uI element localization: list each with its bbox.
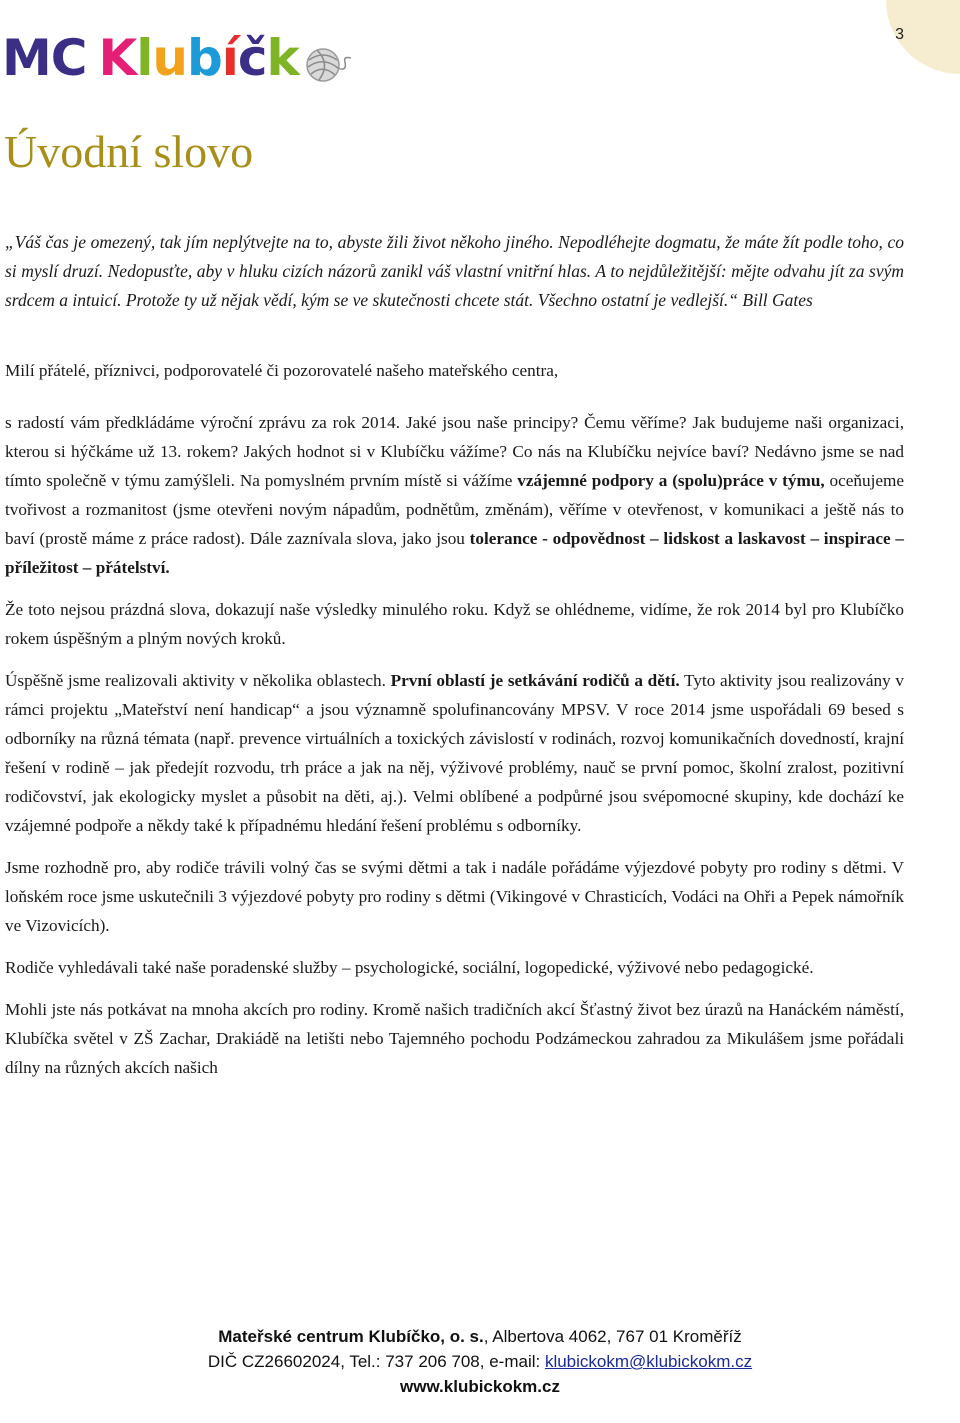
text: s radostí vám předkládáme výroční zprávu za rok 2014. Jaké jsou naše principy? Čemu věříme? Jak budujeme naši organizaci, kterou si hýčkáme už 13. rokem? Jakých hodnot si v Klubíčku vážíme? Co nás na Klubíčku nejvíce baví? Nedávno jsme se nad tímto společně v týmu zamýšleli. Na pomyslném prvním místě si vážíme [5, 413, 904, 490]
paragraph-events: Mohli jste nás potkávat na mnoha akcích pro rodiny. Kromě našich tradičních akcí Šťastný život bez úrazů na Hanáckém náměstí, Klubíčka světel v ZŠ Zachar, Drakiádě na letišti nebo Tajemného pochodu Podzámeckou zahradou za Mikulášem jsme pořádali dílny na různých akcích našich [5, 1000, 904, 1077]
footer-contact: DIČ CZ26602024, Tel.: 737 206 708, e-mail: [207, 1352, 545, 1371]
logo-letter: k [266, 29, 299, 87]
footer-email-link[interactable]: klubickokm@klubickokm.cz [544, 1352, 753, 1371]
footer-contact-line [0, 1349, 960, 1374]
logo-letter: í [221, 29, 238, 87]
logo-letter: č [237, 29, 267, 87]
footer-org: Mateřské centrum Klubíčko, o. s. [218, 1327, 484, 1346]
logo [2, 28, 357, 88]
logo-letter: l [136, 29, 153, 87]
footer-web[interactable]: www.klubickokm.cz [400, 1377, 560, 1396]
text: Úspěšně jsme realizovali aktivity v několika oblastech. [5, 671, 391, 690]
yarn-ball-icon [301, 44, 357, 84]
quote [5, 228, 904, 315]
logo-letter: u [152, 29, 187, 87]
paragraph-principles [5, 408, 904, 582]
quote-author: Bill Gates [738, 290, 813, 310]
footer-web-line [0, 1374, 960, 1399]
bold-text: První oblastí je setkávání rodičů a dětí. [390, 671, 680, 690]
paragraph-counselling: Rodiče vyhledávali také naše poradenské služby – psychologické, sociální, logopedické, výživové nebo pedagogické. [5, 958, 814, 977]
paragraph-stays: Jsme rozhodně pro, aby rodiče trávili volný čas se svými dětmi a tak i nadále pořádáme výjezdové pobyty pro rodiny s dětmi. V loňském roce jsme uskutečnili 3 výjezdové pobyty pro rodiny s dětmi (Vikingové v Chrasticích, Vodáci na Ohři a Pepek námořník ve Vizovicích). [5, 858, 904, 935]
logo-letter: K [98, 29, 137, 87]
footer-org-line [0, 1324, 960, 1349]
text: Tyto aktivity jsou realizovány v rámci projektu „Mateřství není handicap“ a jsou významně spolufinancovány MPSV. V roce 2014 jsme uspořádali 69 besed s odborníky na různá témata (např. prevence virtuálních a toxických závislostí v rodinách, rozvoj komunikačních dovedností, krajní řešení v rodině – jak předejít rozvodu, trh práce a jak na něj, výživové problémy, nauč se první pomoc, školní zralost, pozitivní rodičovství, jak ekologicky myslet a působit na děti, aj.). Velmi oblíbené a podpůrné jsou svépomocné skupiny, kde dochází ke vzájemné podpoře a někdy také k případnému hledání řešení problému s odborníky. [5, 671, 904, 835]
logo-mc: MC [2, 29, 87, 87]
page-number: 3 [895, 26, 904, 43]
footer-address: , Albertova 4062, 767 01 Kroměříž [483, 1327, 742, 1346]
paragraph-results: Že toto nejsou prázdná slova, dokazují naše výsledky minulého roku. Když se ohlédneme, vidíme, že rok 2014 byl pro Klubíčko rokem úspěšným a plným nových kroků. [5, 600, 904, 648]
greeting: Milí přátelé, příznivci, podporovatelé či pozorovatelé našeho mateřského centra, [5, 361, 559, 380]
quote-text: „Váš čas je omezený, tak jím neplýtvejte na to, abyste žili život někoho jiného. Nepodléhejte dogmatu, že máte žít podle toho, co si myslí druzí. Nedopusťte, aby v hluku cizích názorů zanikl váš vlastní vnitřní hlas. A to nejdůležitější: mějte odvahu jít za svým srdcem a intuicí. Protože ty už nějak vědí, kým se ve skutečnosti chcete stát. Všechno ostatní je vedlejší.“ [5, 232, 904, 310]
footer [0, 1324, 960, 1399]
paragraph-activities [5, 666, 904, 840]
document-body [5, 228, 904, 1082]
bold-text: vzájemné podpory a (spolu)práce v týmu, [517, 471, 825, 490]
text: oceňujeme tvořivost a rozmanitost (jsme otevřeni novým nápadům, podnětům, změnám), věříme v otevřenost, v komunikaci a ještě nás to baví (prostě máme z práce radost). Dále zaznívala slova, jako jsou [5, 471, 904, 548]
bold-text: tolerance - odpovědnost – lidskost a laskavost – inspirace – příležitost – přátelství. [5, 529, 904, 577]
logo-letter: b [186, 29, 222, 87]
page-title: Úvodní slovo [4, 126, 254, 177]
